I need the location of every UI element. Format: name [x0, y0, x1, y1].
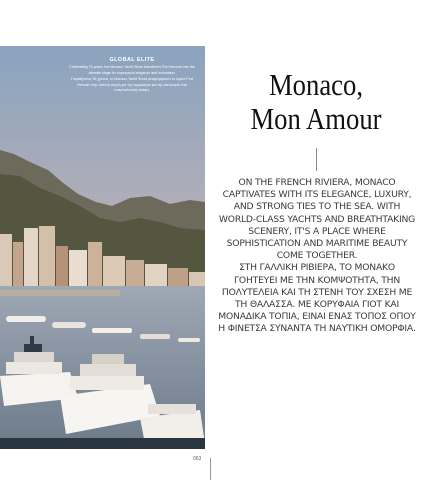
article-title: [240, 68, 391, 136]
caption-greek: Γιορτάζοντας 35 χρόνια, το Monaco Yacht Show μεταμορφώνει το λιμάνι Port Hercule στην ύστατη σκηνή για την κομψότητα και την καινοτομία στα υπερπολυτελή σκάφη.: [71, 77, 193, 93]
article-title-line-1: Monaco,: [268, 67, 364, 102]
caption-title: GLOBAL ELITE: [109, 57, 155, 63]
title-divider: [316, 148, 317, 171]
page-number: 063: [193, 456, 202, 462]
harbor-illustration: [0, 46, 205, 449]
intro-english: ON THE FRENCH RIVIERA, MONACO CAPTIVATES WITH ITS ELEGANCE, LUXURY, AND STRONG TIES TO THE SEA. WITH WORLD-CLASS YACHTS AND BREATHTAKING SCENERY, IT'S A PLACE WHERE SOPHISTICATION AND MARITIME BEAUTY COME TOGETHER.: [218, 177, 416, 262]
footer-divider: [210, 458, 211, 480]
caption-english: Celebrating 70 years, the Monaco Yacht Show transforms Port Hercule into the ultimate stage for superyacht elegance and innovation.: [69, 65, 195, 75]
intro-greek: ΣΤΗ ΓΑΛΛΙΚΗ ΡΙΒΙΕΡΑ, ΤΟ ΜΟΝΑΚΟ ΓΟΗΤΕΥΕΙ ΜΕ ΤΗΝ ΚΟΜΨΟΤΗΤΑ, ΤΗΝ ΠΟΛΥΤΕΛΕΙΑ ΚΑΙ ΤΗ ΣΤΕΝΗ ΤΟΥ ΣΧΕΣΗ ΜΕ ΤΗ ΘΑΛΑΣΣΑ. ΜΕ ΚΟΡΥΦΑΙΑ ΓΙΟΤ ΚΑΙ ΜΟΝΑΔΙΚΑ ΤΟΠΙΑ, ΕΙΝΑΙ ΕΝΑΣ ΤΟΠΟΣ ΟΠΟΥ Η ΦΙΝΕΤΣΑ ΣΥΝΑΝΤΑ ΤΗ ΝΑΥΤΙΚΗ ΟΜΟΡΦΙΑ.: [218, 262, 416, 335]
article-intro: [218, 177, 416, 336]
article-title-line-2: Mon Amour: [250, 101, 382, 136]
quay: [0, 290, 120, 296]
monaco-harbor-photo: [0, 46, 205, 449]
dock-shadow: [0, 438, 205, 449]
photo-caption: [68, 57, 196, 94]
